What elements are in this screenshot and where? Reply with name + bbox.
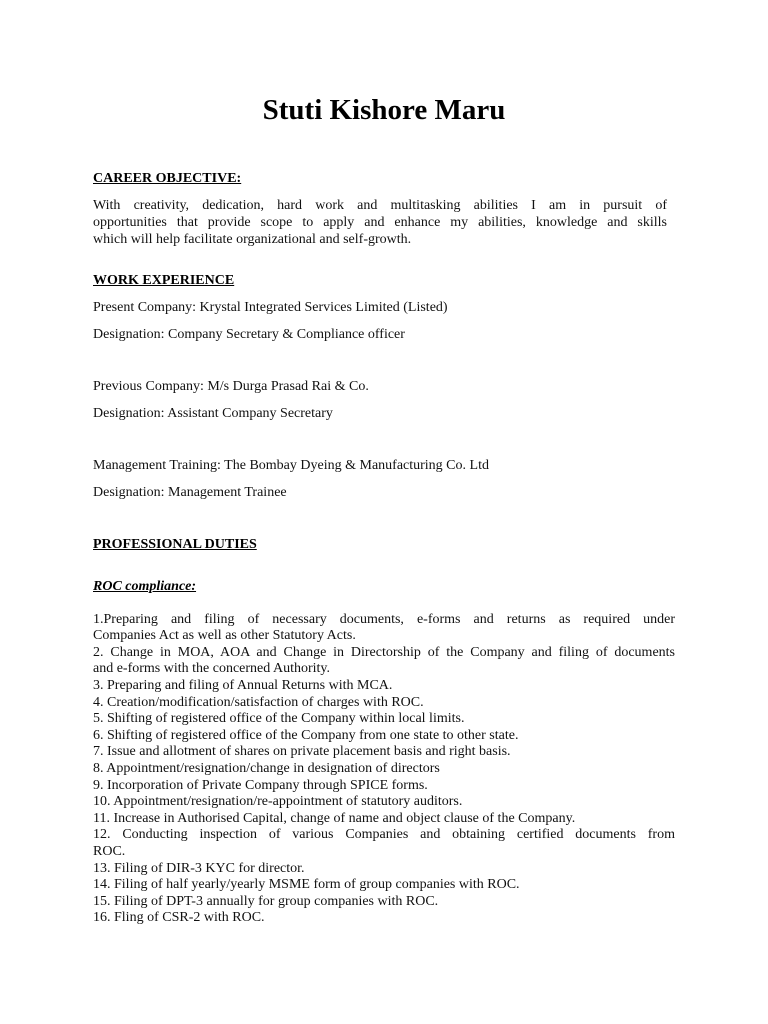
list-item: 14. Filing of half yearly/yearly MSME form of group companies with ROC. [93,877,520,893]
previous-company: Previous Company: M/s Durga Prasad Rai & Co. [93,379,369,394]
list-item-line: ROC. [93,844,126,859]
list-item-line: Companies Act as well as other Statutory Acts. [93,628,356,644]
work-experience-heading: WORK EXPERIENCE [93,273,235,288]
list-item: 10. Appointment/resignation/re-appointment of statutory auditors. [93,794,463,810]
professional-duties-heading: PROFESSIONAL DUTIES [93,537,257,552]
list-item-line: and e-forms with the concerned Authority. [93,661,331,677]
list-item-line: 1.Preparing and filing of necessary documents, e-forms and returns as required under [93,611,675,627]
list-item: 6. Shifting of registered office of the Company from one state to other state. [93,727,519,743]
present-designation: Designation: Company Secretary & Compliance officer [93,327,405,342]
list-item: 11. Increase in Authorised Capital, change of name and object clause of the Company. [93,810,576,826]
roc-compliance-heading: ROC compliance: [93,579,197,594]
list-item: 4. Creation/modification/satisfaction of charges with ROC. [93,694,424,710]
list-item: 3. Preparing and filing of Annual Returns with MCA. [93,678,393,694]
list-item: 16. Fling of CSR-2 with ROC. [93,910,265,926]
career-objective-line: opportunities that provide scope to apply and enhance my abilities, knowledge and skills [93,214,667,230]
list-item: 13. Filing of DIR-3 KYC for director. [93,860,305,876]
career-objective-line: which will help facilitate organizational and self-growth. [93,231,412,247]
present-company: Present Company: Krystal Integrated Services Limited (Listed) [93,300,448,315]
previous-designation: Designation: Assistant Company Secretary [93,406,333,421]
list-item: 15. Filing of DPT-3 annually for group companies with ROC. [93,893,439,909]
list-item-line: 2. Change in MOA, AOA and Change in Directorship of the Company and filing of documents [93,644,675,660]
management-training-designation: Designation: Management Trainee [93,485,287,500]
list-item: 7. Issue and allotment of shares on private placement basis and right basis. [93,744,511,760]
list-item: 9. Incorporation of Private Company through SPICE forms. [93,777,428,793]
career-objective-line: With creativity, dedication, hard work and multitasking abilities I am in pursuit of [93,197,667,213]
career-objective-paragraph [93,197,667,248]
roc-compliance-list [93,612,675,927]
list-item: 8. Appointment/resignation/change in designation of directors [93,761,440,777]
management-training-company: Management Training: The Bombay Dyeing & Manufacturing Co. Ltd [93,458,489,473]
list-item-line: 12. Conducting inspection of various Companies and obtaining certified documents from [93,827,675,843]
list-item: 5. Shifting of registered office of the Company within local limits. [93,711,465,727]
candidate-name: Stuti Kishore Maru [262,94,506,126]
career-objective-heading: CAREER OBJECTIVE: [93,171,242,186]
